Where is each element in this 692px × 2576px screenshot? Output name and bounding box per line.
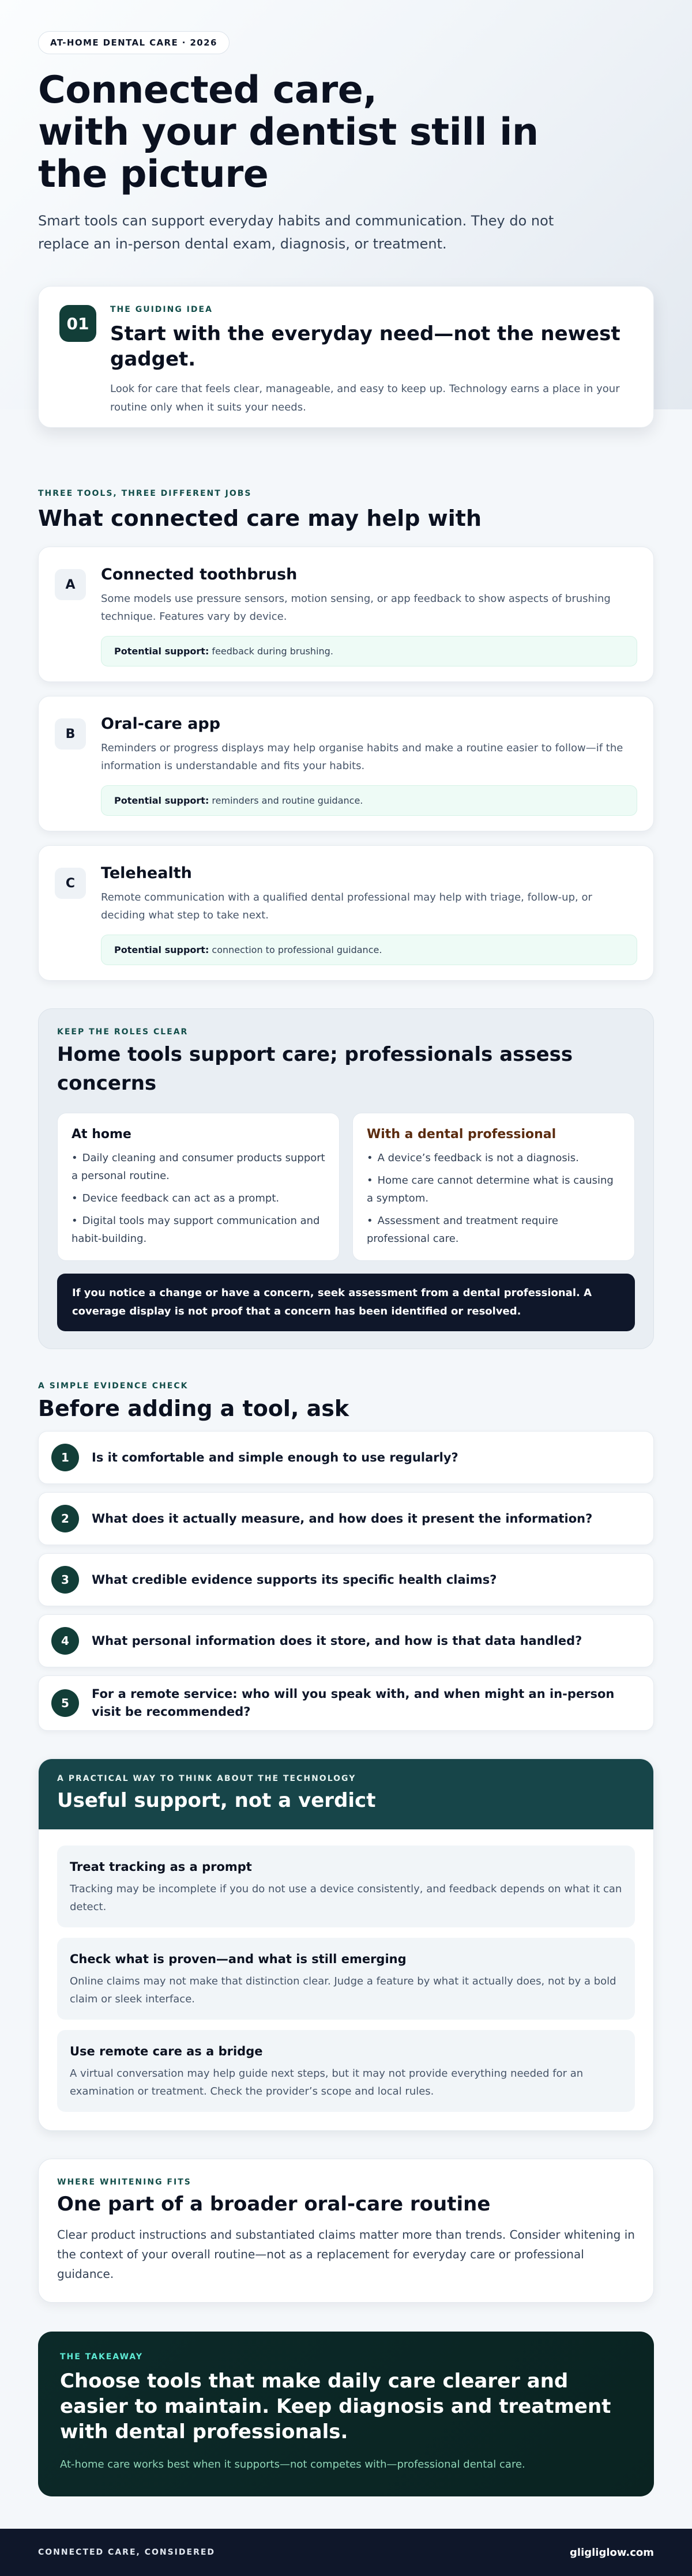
takeaway-section — [38, 2332, 654, 2496]
verdict-item-title: Check what is proven—and what is still emerging — [70, 1952, 407, 1966]
footer-tagline: CONNECTED CARE, CONSIDERED — [38, 2548, 216, 2557]
tool-card-telehealth — [38, 845, 654, 981]
roles-kicker: KEEP THE ROLES CLEAR — [57, 1027, 189, 1037]
footer-site-link[interactable]: gligliglow.com — [570, 2546, 654, 2559]
question-number: 5 — [51, 1689, 79, 1717]
roles-title: Home tools support care; professionals assess concerns — [57, 1043, 573, 1095]
question-text: What credible evidence supports its specific health claims? — [92, 1572, 497, 1587]
tool-support-note — [101, 785, 637, 816]
verdict-item — [57, 2030, 635, 2112]
list-item: • Home care cannot determine what is causing a symptom. — [367, 1172, 620, 1207]
title-line: with your dentist still in — [38, 111, 539, 154]
list-item: • A device’s feedback is not a diagnosis. — [367, 1149, 620, 1167]
question-number: 4 — [51, 1627, 79, 1655]
support-label: Potential support: — [114, 646, 209, 657]
whitening-body: Clear product instructions and substantiated claims matter more than trends. Consider whitening in the context of your overall routine—not as a replacement for everyday care or professional guidance. — [57, 2228, 635, 2281]
takeaway-kicker: THE TAKEAWAY — [60, 2352, 144, 2362]
whitening-kicker: WHERE WHITENING FITS — [57, 2178, 191, 2187]
tool-description: Some models use pressure sensors, motion sensing, or app feedback to show aspects of brushing technique. Features vary by device. — [101, 593, 611, 623]
role-column-professional — [352, 1113, 635, 1261]
tool-card-app — [38, 696, 654, 831]
tools-kicker: THREE TOOLS, THREE DIFFERENT JOBS — [38, 489, 252, 498]
verdict-item — [57, 1846, 635, 1927]
support-text: connection to professional guidance. — [209, 944, 382, 955]
question-card — [38, 1492, 654, 1545]
hero-eyebrow: AT-HOME DENTAL CARE · 2026 — [38, 31, 230, 54]
role-list — [367, 1149, 620, 1248]
guiding-idea-card — [38, 286, 654, 428]
idea-body: Look for care that feels clear, manageable, and easy to keep up. Technology earns a place in your routine only when it suits your needs. — [110, 383, 620, 413]
tool-description: Remote communication with a qualified dental professional may help with triage, follow-up, or deciding what step to take next. — [101, 891, 592, 921]
verdict-title: Useful support, not a verdict — [57, 1789, 376, 1812]
whitening-title: One part of a broader oral-care routine — [57, 2193, 491, 2216]
page-title — [38, 69, 615, 195]
idea-content — [110, 305, 633, 413]
tool-content — [101, 713, 637, 816]
list-item: • Device feedback can act as a prompt. — [72, 1189, 325, 1207]
tool-letter-badge: C — [55, 868, 86, 899]
tool-title: Connected toothbrush — [101, 566, 298, 583]
support-label: Potential support: — [114, 795, 209, 806]
question-card — [38, 1614, 654, 1667]
whitening-section — [38, 2159, 654, 2303]
footer — [0, 2529, 692, 2576]
title-line: the picture — [38, 153, 269, 196]
verdict-section — [38, 1758, 654, 2131]
questions-kicker: A SIMPLE EVIDENCE CHECK — [38, 1381, 189, 1391]
takeaway-body: At-home care works best when it supports—not competes with—professional dental care. — [60, 2458, 525, 2470]
question-card — [38, 1431, 654, 1484]
takeaway-title: Choose tools that make daily care clearer and easier to maintain. Keep diagnosis and treatment with dental professionals. — [60, 2370, 611, 2443]
verdict-item-body: Tracking may be incomplete if you do not use a device consistently, and feedback depends on what it can detect. — [70, 1883, 622, 1913]
question-card — [38, 1553, 654, 1606]
question-number: 3 — [51, 1566, 79, 1594]
question-number: 1 — [51, 1444, 79, 1471]
role-column-title: At home — [72, 1127, 131, 1142]
verdict-item-title: Treat tracking as a prompt — [70, 1860, 252, 1874]
question-text: For a remote service: who will you speak with, and when might an in-person visit be recommended? — [92, 1687, 615, 1719]
tool-letter-badge: B — [55, 718, 86, 750]
verdict-header — [39, 1759, 653, 1829]
tool-title: Oral-care app — [101, 715, 221, 733]
list-item: • Assessment and treatment require professional care. — [367, 1212, 620, 1248]
question-number: 2 — [51, 1505, 79, 1532]
role-column-title: With a dental professional — [367, 1127, 556, 1142]
verdict-kicker: A PRACTICAL WAY TO THINK ABOUT THE TECHNOLOGY — [57, 1774, 356, 1783]
list-item: • Daily cleaning and consumer products support a personal routine. — [72, 1149, 325, 1185]
title-line: Connected care, — [38, 69, 377, 112]
support-label: Potential support: — [114, 944, 209, 955]
verdict-item — [57, 1938, 635, 2020]
tool-description: Reminders or progress displays may help organise habits and make a routine easier to follow—if the information is understandable and fits your habits. — [101, 742, 623, 772]
hero-lead: Smart tools can support everyday habits and communication. They do not replace an in-person dental exam, diagnosis, or treatment. — [38, 213, 554, 252]
idea-title: Start with the everyday need—not the newest gadget. — [110, 322, 620, 371]
idea-kicker: THE GUIDING IDEA — [110, 305, 213, 314]
question-text: What personal information does it store, and how is that data handled? — [92, 1633, 582, 1648]
idea-number-badge: 01 — [59, 305, 96, 342]
tools-section — [0, 409, 692, 981]
support-text: reminders and routine guidance. — [209, 795, 363, 806]
tool-content — [101, 862, 637, 965]
role-column-home — [57, 1113, 340, 1261]
support-text: feedback during brushing. — [209, 646, 333, 657]
questions-title: Before adding a tool, ask — [38, 1396, 349, 1421]
hero — [0, 0, 692, 413]
question-text: What does it actually measure, and how does it present the information? — [92, 1511, 593, 1526]
tool-letter-badge: A — [55, 569, 86, 600]
question-text: Is it comfortable and simple enough to use regularly? — [92, 1450, 458, 1464]
tool-title: Telehealth — [101, 864, 192, 882]
question-card — [38, 1675, 654, 1731]
verdict-item-body: Online claims may not make that distinction clear. Judge a feature by what it actually does, not by a bold claim or sleek interface. — [70, 1975, 616, 2005]
tool-card-toothbrush — [38, 547, 654, 682]
tools-title: What connected care may help with — [38, 506, 482, 531]
verdict-item-title: Use remote care as a bridge — [70, 2044, 263, 2058]
list-item: • Digital tools may support communication and habit-building. — [72, 1212, 325, 1248]
concern-notice: If you notice a change or have a concern, seek assessment from a dental professional. A coverage display is not proof that a concern has been identified or resolved. — [57, 1274, 635, 1331]
tool-content — [101, 563, 637, 666]
tool-support-note — [101, 636, 637, 666]
roles-section — [38, 1008, 654, 1349]
tool-support-note — [101, 935, 637, 965]
role-list — [72, 1149, 325, 1248]
roles-columns — [57, 1113, 635, 1261]
verdict-item-body: A virtual conversation may help guide next steps, but it may not provide everything needed for an examination or treatment. Check the provider’s scope and local rules. — [70, 2067, 584, 2097]
questions-section — [0, 1349, 692, 1731]
verdict-body — [39, 1829, 653, 2130]
